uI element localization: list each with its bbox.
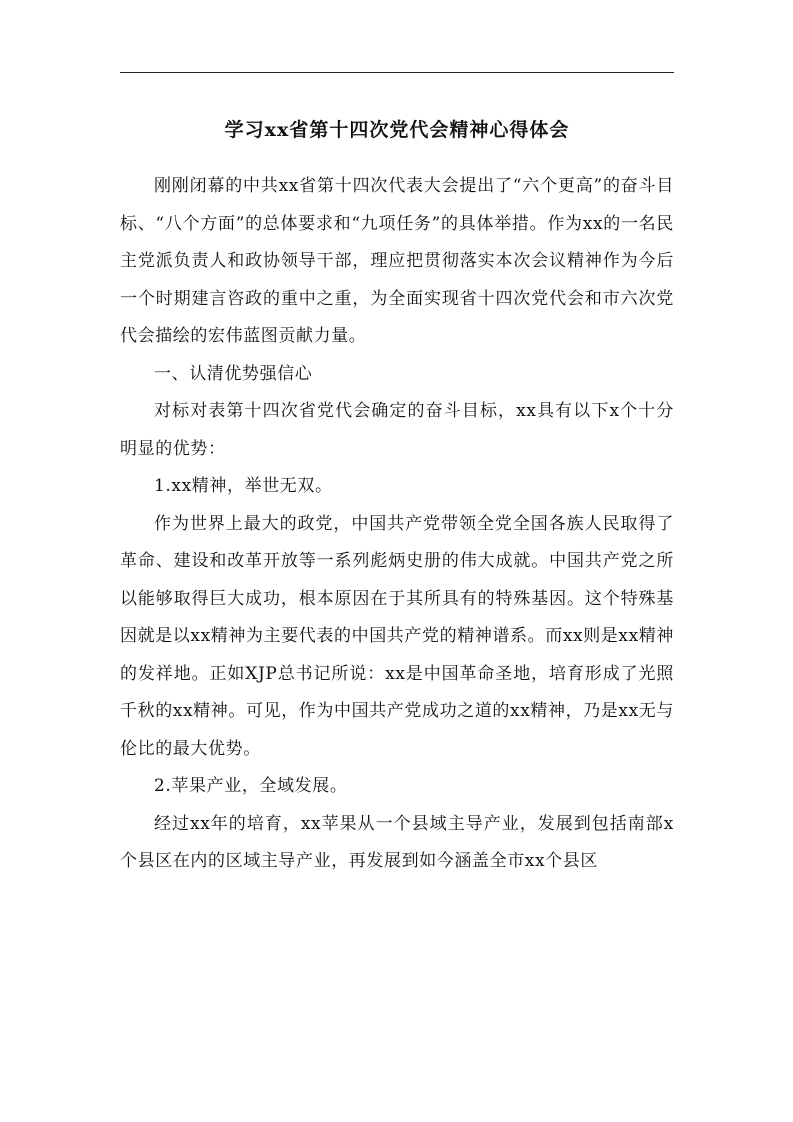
subheading-2: 2.苹果产业，全域发展。 [154,776,348,796]
paragraph-intro: 刚刚闭幕的中共xx省第十四次代表大会提出了“六个更高”的奋斗目标、“八个方面”的总体要求和“九项任务”的具体举措。作为xx的一名民主党派负责人和政协领导干部，理应把贯彻落实本次会议精神作为今后一个时期建言咨政的重中之重，为全面实现省十四次党代会和市六次党代会描绘的宏伟蓝图贡献力量。 [120,176,674,346]
section-heading-1: 一、认清优势强信心 [154,363,313,384]
document-body [120,168,674,881]
paragraph-advantages: 对标对表第十四次省党代会确定的奋斗目标，xx具有以下x个十分明显的优势： [120,401,674,459]
paragraph-apple: 经过xx年的培育，xx苹果从一个县域主导产业，发展到包括南部x个县区在内的区域主导产业，再发展到如今涵盖全市xx个县区 [120,813,674,871]
document-title: 学习xx省第十四次党代会精神心得体会 [224,119,570,141]
paragraph-spirit: 作为世界上最大的政党，中国共产党带领全党全国各族人民取得了革命、建设和改革开放等一系列彪炳史册的伟大成就。中国共产党之所以能够取得巨大成功，根本原因在于其所具有的特殊基因。这个特殊基因就是以xx精神为主要代表的中国共产党的精神谱系。而xx则是xx精神的发祥地。正如XJP总书记所说：xx是中国革命圣地，培育形成了光照千秋的xx精神。可见，作为中国共产党成功之道的xx精神，乃是xx无与伦比的最大优势。 [120,513,674,759]
subheading-1: 1.xx精神，举世无双。 [154,476,333,496]
header-rule [120,72,674,73]
